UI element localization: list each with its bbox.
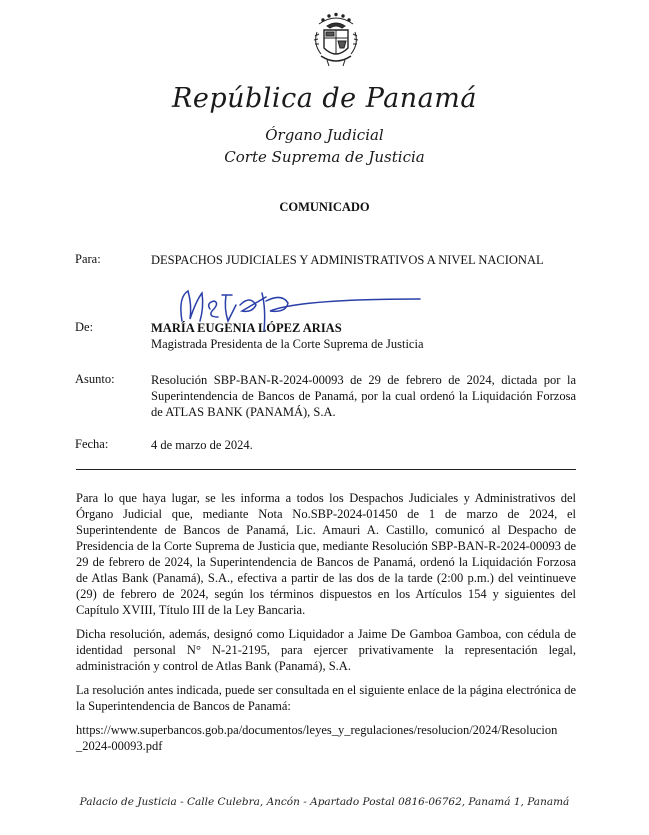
resolution-link-line-1[interactable]: https://www.superbancos.gob.pa/documentos/leyes_y_regulaciones/resolucion/2024/Resolucion (76, 723, 558, 737)
footer-address: Palacio de Justicia - Calle Culebra, Ancón - Apartado Postal 0816-06762, Panamá 1, Panamá (79, 796, 570, 808)
coat-of-arms-seal (309, 10, 363, 72)
de-label: De: (75, 320, 94, 334)
resolution-link-line-2[interactable]: _2024-00093.pdf (76, 739, 163, 753)
para-value: DESPACHOS JUDICIALES Y ADMINISTRATIVOS A NIVEL NACIONAL (151, 253, 544, 267)
body-paragraph-1: Para lo que haya lugar, se les informa a todos los Despachos Judiciales y Administrativos del Órgano Judicial que, mediante Nota No.SBP-2024-01450 de 1 de marzo de 2024, el Superintendente de Bancos de Panamá, Lic. Amauri A. Castillo, comunicó al Despacho de Presidencia de la Corte Suprema de Justicia que, mediante Resolución SBP-BAN-R-2024-00093 de 29 de febrero de 2024, la Superintendencia de Bancos de Panamá, ordenó la Liquidación Forzosa de Atlas Bank (Panamá), S.A., efectiva a partir de las dos de la tarde (2:00 p.m.) del veintinueve (29) de febrero de 2024, según los términos dispuestos en los Artículos 154 y siguientes del Capítulo XVIII, Título III de la Ley Bancaria. (76, 491, 576, 617)
asunto-value: Resolución SBP-BAN-R-2024-00093 de 29 de febrero de 2024, dictada por la Superintendencia de Bancos de Panamá, por la cual ordenó la Liquidación Forzosa de ATLAS BANK (PANAMÁ), S.A. (151, 373, 576, 419)
sender-name: MARÍA EUGENIA LÓPEZ ARIAS (151, 321, 342, 335)
organ-heading: Órgano Judicial (265, 126, 384, 144)
body-paragraph-3: La resolución antes indicada, puede ser consultada en el siguiente enlace de la página electrónica de la Superintendencia de Bancos de Panamá: (76, 683, 576, 713)
asunto-label: Asunto: (75, 372, 115, 386)
document-title: COMUNICADO (279, 200, 370, 214)
fecha-value: 4 de marzo de 2024. (151, 438, 253, 452)
republic-heading: República de Panamá (172, 83, 477, 114)
body-paragraph-2: Dicha resolución, además, designó como Liquidador a Jaime De Gamboa Gamboa, con cédula de identidad personal N° N-21-2195, para ejercer privativamente la representación legal, administración y control de Atlas Bank (Panamá), S.A. (76, 627, 576, 673)
court-heading: Corte Suprema de Justicia (224, 148, 425, 166)
resolution-link[interactable] (76, 722, 581, 754)
para-label: Para: (75, 252, 101, 266)
header-divider (76, 469, 576, 470)
sender-title: Magistrada Presidenta de la Corte Suprema de Justicia (151, 337, 424, 351)
fecha-label: Fecha: (75, 437, 109, 451)
